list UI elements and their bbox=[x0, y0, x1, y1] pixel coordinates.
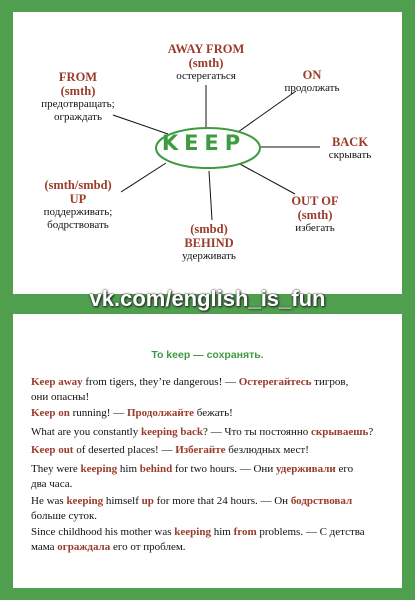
example-5-text: They were bbox=[31, 463, 81, 475]
node-away-from-translation: остерегаться bbox=[176, 70, 236, 82]
keep-center-word: KEEP bbox=[161, 131, 247, 155]
example-7-text-5: его от проблем. bbox=[110, 541, 186, 553]
watermark-link: vk.com/english_is_fun bbox=[89, 286, 326, 311]
node-up-keyword: UP bbox=[69, 192, 87, 206]
example-6-text-2: himself bbox=[103, 495, 142, 507]
example-3-phrasal: keeping back bbox=[140, 426, 204, 438]
example-1-phrasal: Keep away bbox=[31, 376, 83, 388]
examples-heading: To keep — сохранять. bbox=[151, 349, 264, 361]
node-up-translation-1: поддерживать; bbox=[43, 206, 113, 218]
example-3-translation-verb: скрываешь bbox=[311, 426, 369, 438]
example-2-text-2: бежать! bbox=[194, 407, 233, 419]
example-1-text: from tigers, they’re dangerous! — bbox=[82, 376, 239, 388]
example-5-text-2: him bbox=[117, 463, 140, 475]
node-back bbox=[310, 135, 390, 162]
example-6-text-4: больше суток. bbox=[31, 510, 98, 522]
node-away-from-keyword: AWAY FROM bbox=[167, 42, 245, 56]
example-7-verb: keeping bbox=[174, 526, 211, 538]
example-5-text-3: for two hours. — Они bbox=[172, 463, 276, 475]
example-6-verb: keeping bbox=[66, 495, 104, 507]
node-on-keyword: ON bbox=[302, 68, 322, 82]
example-5-text-5: два часа. bbox=[31, 478, 73, 490]
example-4-text: of deserted places! — bbox=[73, 444, 176, 456]
node-up-translation-2: бодрствовать bbox=[47, 219, 109, 231]
example-4-translation-verb: Избегайте bbox=[175, 444, 226, 456]
example-3-text-2: ? — Что ты постоянно bbox=[203, 426, 311, 438]
node-out-of-object: (smth) bbox=[297, 208, 333, 222]
spoke-out-of bbox=[238, 163, 295, 194]
example-4-text-2: безлюдных мест! bbox=[225, 444, 309, 456]
node-behind-object: (smbd) bbox=[190, 222, 228, 236]
node-away-from-object: (smth) bbox=[188, 56, 224, 70]
node-behind bbox=[164, 222, 254, 263]
example-7-text-4: мама bbox=[31, 541, 58, 553]
example-1-text-3: они опасны! bbox=[31, 391, 90, 403]
example-2 bbox=[31, 406, 393, 421]
example-6-translation-verb: бодрствовал bbox=[290, 495, 353, 507]
example-7-text: Since childhood his mother was bbox=[31, 526, 175, 538]
example-7-translation-verb: ограждала bbox=[57, 541, 111, 553]
example-2-phrasal: Keep on bbox=[31, 407, 70, 419]
example-7-text-2: him bbox=[210, 526, 234, 538]
node-out-of-translation: избегать bbox=[295, 222, 335, 234]
example-6 bbox=[31, 494, 393, 524]
example-5-text-4: его bbox=[335, 463, 354, 475]
node-behind-keyword: BEHIND bbox=[184, 236, 234, 250]
example-2-text: running! — bbox=[69, 407, 127, 419]
spoke-behind bbox=[209, 171, 212, 220]
example-7 bbox=[31, 525, 393, 555]
spoke-on bbox=[238, 91, 296, 132]
example-6-particle: up bbox=[141, 495, 154, 507]
example-3 bbox=[31, 425, 393, 440]
example-2-translation-verb: Продолжайте bbox=[126, 407, 195, 419]
node-behind-translation: удерживать bbox=[182, 250, 236, 262]
example-6-text: He was bbox=[31, 495, 67, 507]
example-4-phrasal: Keep out bbox=[31, 444, 74, 456]
node-back-translation: скрывать bbox=[328, 149, 372, 161]
node-back-keyword: BACK bbox=[331, 135, 369, 149]
node-from-translation-2: ограждать bbox=[53, 111, 102, 123]
node-up-object: (smth/smbd) bbox=[44, 178, 112, 192]
node-from bbox=[28, 70, 128, 124]
example-4 bbox=[31, 443, 393, 458]
example-5-particle: behind bbox=[139, 463, 173, 475]
example-5-verb: keeping bbox=[80, 463, 118, 475]
example-3-text-3: ? bbox=[368, 426, 374, 438]
example-7-text-3: problems. — С детства bbox=[256, 526, 365, 538]
example-7-particle: from bbox=[233, 526, 257, 538]
example-6-text-3: for more that 24 hours. — Он bbox=[153, 495, 291, 507]
node-up bbox=[26, 178, 130, 232]
node-away-from bbox=[146, 42, 266, 83]
node-from-translation-1: предотвращать; bbox=[41, 98, 115, 110]
node-out-of bbox=[270, 194, 360, 235]
node-from-object: (smth) bbox=[60, 84, 96, 98]
example-1-translation-verb: Остерегайтесь bbox=[238, 376, 312, 388]
example-5 bbox=[31, 462, 393, 492]
node-on bbox=[272, 68, 352, 95]
node-from-keyword: FROM bbox=[58, 70, 98, 84]
example-1 bbox=[31, 375, 393, 405]
node-out-of-keyword: OUT OF bbox=[291, 194, 339, 208]
example-1-text-2: тигров, bbox=[311, 376, 349, 388]
example-3-text: What are you constantly bbox=[31, 426, 141, 438]
example-5-translation-verb: удерживали bbox=[275, 463, 336, 475]
node-on-translation: продолжать bbox=[284, 82, 340, 94]
